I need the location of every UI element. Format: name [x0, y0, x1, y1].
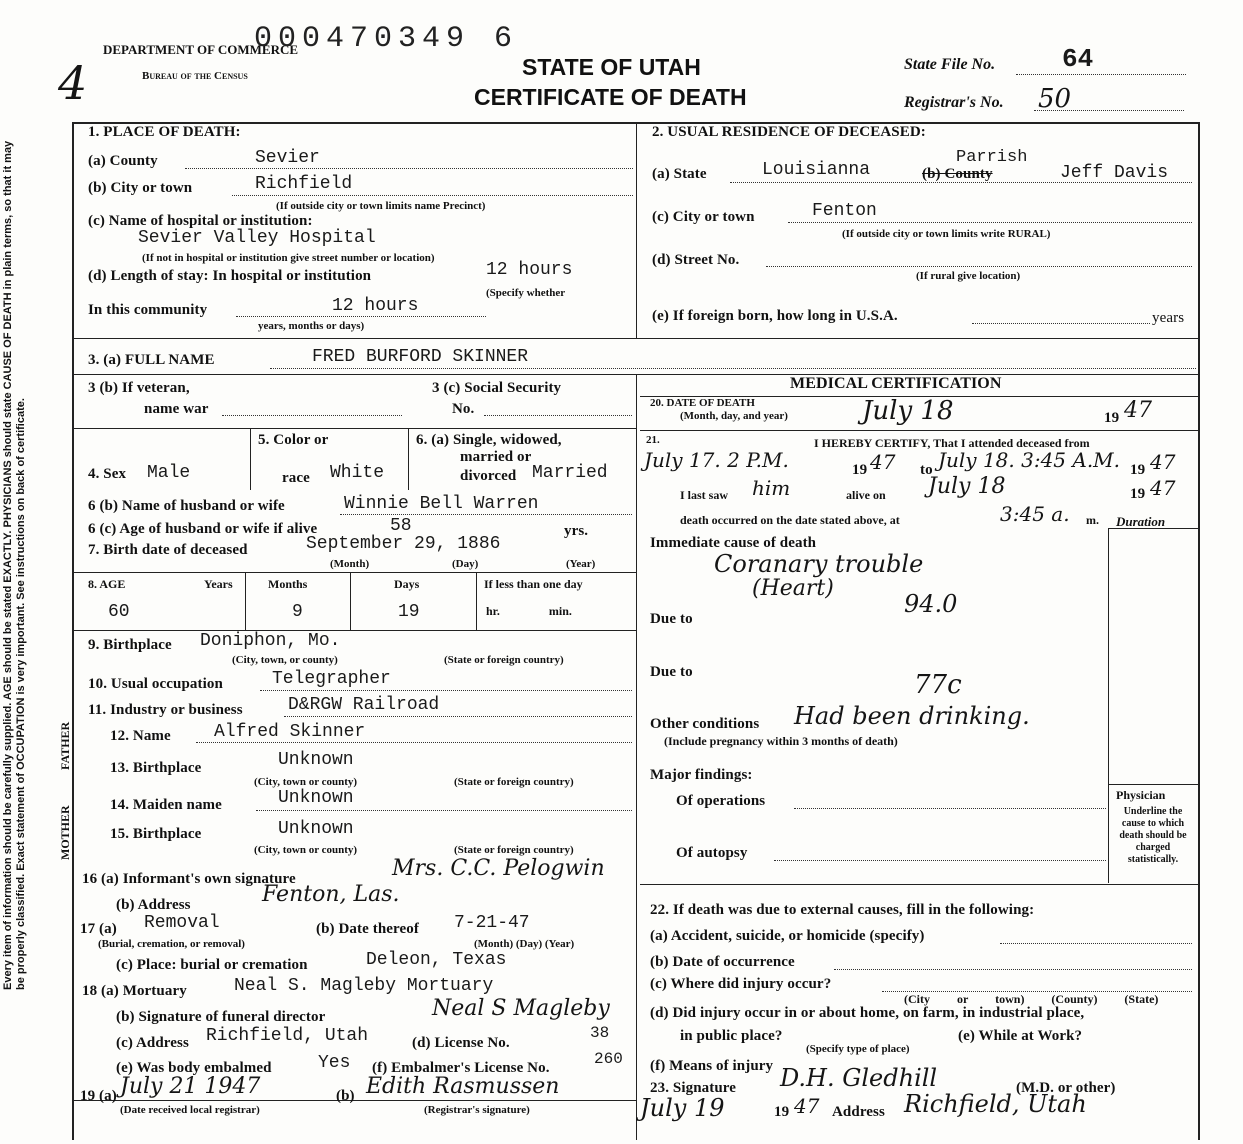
immediate-cause-value: Coranary trouble	[714, 550, 924, 578]
dod-year: 47	[1124, 398, 1152, 423]
last-year: 47	[1150, 476, 1176, 500]
birth-day-note: (Day)	[452, 558, 479, 570]
hospital-label: (c) Name of hospital or institution:	[88, 213, 313, 229]
res-city-value: Fenton	[812, 201, 877, 221]
res-county-value: Jeff Davis	[1060, 163, 1169, 183]
mortuary-value: Neal S. Magleby Mortuary	[234, 976, 494, 996]
father-name-value: Alfred Skinner	[214, 722, 366, 742]
disposition-note: (Burial, cremation, or removal)	[98, 938, 245, 950]
spouse-value: Winnie Bell Warren	[344, 494, 539, 514]
side-instructions-text: Every item of information should be carefully supplied. AGE should be stated EXACTLY. PHYSICIANS should state CAUSE OF DEATH in plain terms, so that it may be properly classified. Exact statement of OCCUPATION is very important. See instructions on back of certificate.	[2, 140, 27, 990]
race-value: White	[330, 463, 385, 483]
registrar-number-label: Registrar's No.	[904, 94, 1004, 111]
date-thereof-label: (b) Date thereof	[316, 921, 419, 937]
disposition-value: Removal	[144, 913, 220, 933]
full-name-value: FRED BURFORD SKINNER	[312, 347, 529, 367]
to-label: to	[920, 462, 933, 478]
city-label: (b) City or town	[88, 180, 193, 196]
date-mdy-note: (Month) (Day) (Year)	[474, 938, 575, 950]
occurred-m: m.	[1086, 513, 1099, 527]
cert-number: 21.	[646, 434, 660, 446]
department-label: DEPARTMENT OF COMMERCE	[103, 42, 299, 57]
bp-city-note: (City, town, or county)	[232, 654, 338, 666]
sig-year: 47	[794, 1094, 820, 1118]
dod-sublabel: (Month, day, and year)	[680, 410, 788, 422]
race-label: race	[282, 470, 310, 486]
informant-label: 16 (a) Informant's own signature	[82, 871, 296, 887]
funeral-director-label: (b) Signature of funeral director	[116, 1009, 326, 1025]
sex-label: 4. Sex	[88, 466, 127, 482]
street-note: (If rural give location)	[916, 270, 1021, 282]
embalmer-license-label: (f) Embalmer's License No.	[372, 1060, 550, 1076]
bureau-label: Bureau of the Census	[142, 70, 248, 82]
informant-address-label: (b) Address	[116, 897, 191, 913]
embalmed-label: (e) Was body embalmed	[116, 1060, 272, 1076]
last-saw-label: I last saw	[680, 488, 729, 502]
last-year-prefix: 19	[1130, 486, 1146, 502]
age-years-label: Years	[204, 577, 233, 591]
external-d-2: in public place?	[680, 1028, 783, 1044]
spouse-label: 6 (b) Name of husband or wife	[88, 498, 285, 514]
external-a: (a) Accident, suicide, or homicide (specify)	[650, 928, 925, 944]
external-heading: 22. If death was due to external causes, fill in the following:	[650, 902, 1035, 918]
cause-code-2: 77c	[914, 670, 962, 700]
age-months-value: 9	[292, 602, 303, 622]
length-of-stay-label: (d) Length of stay: In hospital or institution	[88, 268, 372, 284]
sex-value: Male	[147, 463, 191, 483]
frame-left	[72, 122, 74, 1140]
occupation-value: Telegrapher	[272, 669, 391, 689]
street-label: (d) Street No.	[652, 252, 740, 268]
from-year: 47	[870, 450, 896, 474]
color-label: 5. Color or	[258, 432, 329, 448]
attended-to: July 18. 3:45 A.M.	[938, 448, 1121, 472]
social-security-label: 3 (c) Social Security	[432, 380, 562, 396]
to-year: 47	[1150, 450, 1176, 474]
marital-label-3: divorced	[460, 468, 517, 484]
to-year-prefix: 19	[1130, 462, 1146, 478]
age-label: 8. AGE	[88, 577, 126, 591]
informant-address: Fenton, Las.	[262, 882, 400, 907]
bp-state-note: (State or foreign country)	[444, 654, 564, 666]
margin-mark: 4	[58, 56, 88, 110]
cause-code-1: 94.0	[904, 590, 958, 618]
age-days-label: Days	[394, 577, 420, 591]
frame-right	[1198, 122, 1200, 1140]
certify-text: I HEREBY CERTIFY, That I attended deceased from	[814, 436, 1090, 450]
md-label: (M.D. or other)	[1016, 1080, 1116, 1096]
other-conditions-value: Had been drinking.	[794, 702, 1030, 730]
res-city-note: (If outside city or town limits write RURAL)	[842, 228, 1051, 240]
father-birthplace-value: Unknown	[278, 750, 354, 770]
birth-date-value: September 29, 1886	[306, 534, 501, 554]
external-f: (f) Means of injury	[650, 1058, 774, 1074]
signature-date: July 19	[640, 1094, 725, 1122]
ss-no-label: No.	[452, 401, 475, 417]
mother-birthplace-label: 15. Birthplace	[110, 826, 202, 842]
veteran-label: 3 (b) If veteran,	[88, 380, 190, 396]
medical-heading: MEDICAL CERTIFICATION	[790, 375, 1002, 392]
informant-signature: Mrs. C.C. Pelogwin	[392, 856, 605, 881]
hr-min-label: hr. min.	[486, 604, 572, 618]
external-e: (e) While at Work?	[958, 1028, 1083, 1044]
city-note: (If outside city or town limits name Precinct)	[276, 200, 486, 212]
mortuary-address-value: Richfield, Utah	[206, 1026, 369, 1046]
occupation-label: 10. Usual occupation	[88, 676, 223, 692]
res-county-correction: Parrish	[956, 148, 1028, 167]
county-label: (a) County	[88, 153, 158, 169]
operations-label: Of operations	[676, 793, 766, 809]
community-value: 12 hours	[332, 296, 419, 316]
physician-signature: D.H. Gledhill	[780, 1064, 938, 1092]
last-saw-date: July 18	[928, 474, 1006, 499]
spouse-age-label: 6 (c) Age of husband or wife if alive	[88, 521, 318, 537]
community-label: In this community	[88, 302, 208, 318]
marital-label: 6. (a) Single, widowed,	[416, 432, 562, 448]
registrar-sig-note: (Registrar's signature)	[424, 1104, 530, 1116]
state-file-label: State File No.	[904, 56, 996, 73]
dod-value: July 18	[862, 396, 954, 426]
disposition-label: 17 (a)	[80, 921, 117, 937]
certificate-title: CERTIFICATE OF DEATH	[474, 84, 747, 110]
industry-value: D&RGW Railroad	[288, 695, 440, 715]
funeral-director-signature: Neal S Magleby	[432, 996, 610, 1021]
mother-birthplace-value: Unknown	[278, 819, 354, 839]
due-to-2-label: Due to	[650, 664, 693, 680]
embalmer-license-value: 260	[594, 1050, 623, 1068]
registrar-sig-label: (b)	[336, 1088, 355, 1104]
birthplace-label: 9. Birthplace	[88, 637, 172, 653]
burial-place-value: Deleon, Texas	[366, 950, 507, 970]
sig-year-prefix: 19	[774, 1104, 790, 1120]
war-label: name war	[144, 401, 209, 417]
spouse-age-value: 58	[390, 516, 412, 536]
res-state-value: Louisianna	[762, 160, 871, 180]
birthplace-value: Doniphon, Mo.	[200, 631, 341, 651]
sig-address: Richfield, Utah	[904, 1090, 1087, 1118]
marital-label-2: married or	[460, 449, 532, 465]
residence-heading: 2. USUAL RESIDENCE OF DECEASED:	[652, 124, 926, 140]
last-saw-value: him	[752, 476, 791, 500]
license-label: (d) License No.	[412, 1035, 510, 1051]
burial-place-label: (c) Place: burial or cremation	[116, 957, 308, 973]
age-less-day-label: If less than one day	[484, 577, 583, 591]
age-years-value: 60	[108, 602, 130, 622]
external-c: (c) Where did injury occur?	[650, 976, 832, 992]
immediate-cause-value-2: (Heart)	[752, 576, 834, 601]
foreign-years-label: years	[1152, 310, 1185, 326]
birth-date-label: 7. Birth date of deceased	[88, 542, 248, 558]
county-value: Sevier	[255, 148, 320, 168]
spouse-age-yrs: yrs.	[564, 523, 589, 539]
other-conditions-label: Other conditions	[650, 716, 760, 732]
occurred-time: 3:45 a.	[1000, 502, 1070, 526]
state-file-number: 64	[1062, 44, 1094, 74]
external-c-note: (City or town) (County) (State)	[904, 992, 1159, 1006]
registrar-date-note: (Date received local registrar)	[120, 1104, 260, 1116]
external-d: (d) Did injury occur in or about home, on farm, in industrial place,	[650, 1005, 1085, 1021]
sig-address-label: Address	[832, 1104, 885, 1120]
father-bp-city-note: (City, town or county)	[254, 776, 358, 788]
external-d-note: (Specify type of place)	[806, 1043, 910, 1055]
res-city-label: (c) City or town	[652, 209, 755, 225]
mother-maiden-value: Unknown	[278, 788, 354, 808]
dod-label: 20. DATE OF DEATH	[650, 397, 755, 409]
res-county-label: (b) County	[922, 166, 993, 182]
physician-note: Underline the cause to which death should be charged statistically.	[1119, 806, 1187, 865]
mortuary-label: 18 (a) Mortuary	[82, 983, 187, 999]
father-birthplace-label: 13. Birthplace	[110, 760, 202, 776]
place-of-death-heading: 1. PLACE OF DEATH:	[88, 124, 241, 140]
registrar-signature: Edith Rasmussen	[366, 1074, 560, 1099]
mortuary-address-label: (c) Address	[116, 1035, 189, 1051]
occurred-label: death occurred on the date stated above, at	[680, 513, 900, 527]
side-mother-label: MOTHER	[58, 805, 72, 860]
registrar-date: July 21 1947	[120, 1074, 261, 1099]
license-value: 38	[590, 1024, 610, 1042]
hospital-note: (If not in hospital or institution give street number or location)	[142, 252, 435, 264]
age-months-label: Months	[268, 577, 308, 591]
embalmed-value: Yes	[318, 1053, 351, 1073]
mother-maiden-label: 14. Maiden name	[110, 797, 222, 813]
father-name-label: 12. Name	[110, 728, 171, 744]
city-value: Richfield	[255, 174, 353, 194]
registrar-date-label: 19 (a)	[80, 1088, 117, 1104]
major-findings-label: Major findings:	[650, 767, 753, 783]
hospital-value: Sevier Valley Hospital	[138, 228, 376, 248]
date-thereof-value: 7-21-47	[454, 913, 530, 933]
full-name-label: 3. (a) FULL NAME	[88, 352, 215, 368]
registrar-number: 50	[1038, 84, 1072, 114]
side-instructions	[2, 130, 60, 990]
from-year-prefix: 19	[852, 462, 868, 478]
external-b: (b) Date of occurrence	[650, 954, 795, 970]
due-to-1-label: Due to	[650, 611, 693, 627]
alive-on-label: alive on	[846, 488, 886, 502]
ymd-note: years, months or days)	[258, 320, 365, 332]
father-bp-state-note: (State or foreign country)	[454, 776, 574, 788]
immediate-cause-label: Immediate cause of death	[650, 535, 817, 551]
birth-month-note: (Month)	[330, 558, 370, 570]
birth-year-note: (Year)	[566, 558, 596, 570]
foreign-born-label: (e) If foreign born, how long in U.S.A.	[652, 308, 898, 324]
industry-label: 11. Industry or business	[88, 702, 243, 718]
dod-year-prefix: 19	[1104, 410, 1120, 426]
marital-value: Married	[532, 463, 608, 483]
signature-label: 23. Signature	[650, 1080, 737, 1096]
specify-note: (Specify whether	[486, 287, 566, 299]
serial-number: 000470349 6	[254, 22, 519, 56]
autopsy-label: Of autopsy	[676, 845, 748, 861]
other-conditions-note: (Include pregnancy within 3 months of death)	[664, 734, 898, 748]
length-of-stay-value: 12 hours	[486, 260, 573, 280]
physician-heading: Physician	[1116, 788, 1166, 802]
age-days-value: 19	[398, 602, 420, 622]
state-title: STATE OF UTAH	[522, 54, 701, 80]
duration-label: Duration	[1116, 514, 1166, 529]
res-state-label: (a) State	[652, 166, 707, 182]
side-father-label: FATHER	[58, 721, 72, 770]
mother-bp-state-note: (State or foreign country)	[454, 844, 574, 856]
mother-bp-city-note: (City, town or county)	[254, 844, 358, 856]
attended-from: July 17. 2 P.M.	[644, 448, 789, 472]
